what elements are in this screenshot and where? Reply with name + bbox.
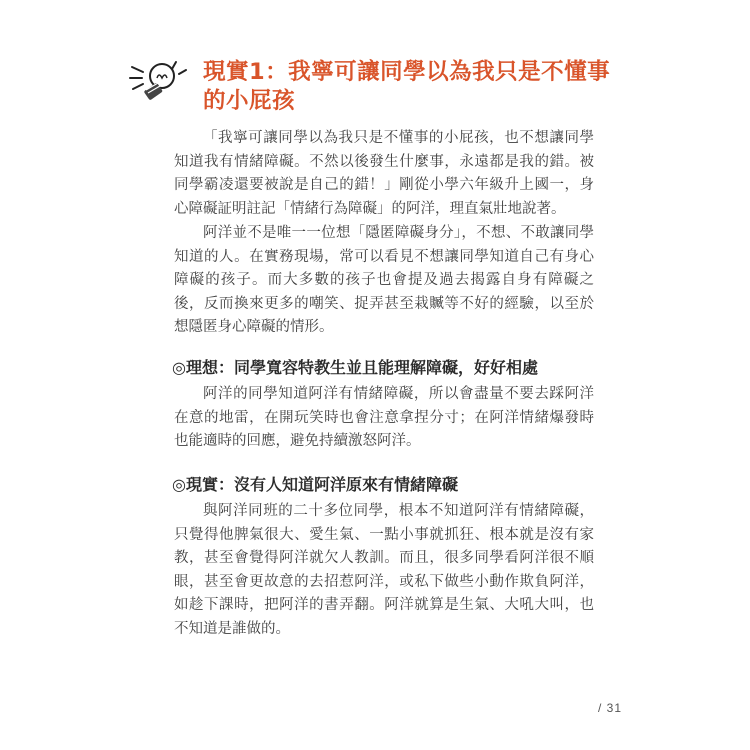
paragraph-reality: 與阿洋同班的二十多位同學，根本不知道阿洋有情緒障礙，只覺得他脾氣很大、愛生氣、一點小事就抓狂、根本就是沒有家教，甚至會覺得阿洋就欠人教訓。而且，很多同學看阿洋很不順眼，甚至會更故意的去招惹阿洋，或私下做些小動作欺負阿洋，如趁下課時，把阿洋的書弄翻。阿洋就算是生氣、大吼大叫，也不知道是誰做的。 (174, 503, 594, 637)
paragraph-ideal: 阿洋的同學知道阿洋有情緒障礙，所以會盡量不要去踩阿洋在意的地雷，在開玩笑時也會注意拿捏分寸；在阿洋情緒爆發時也能適時的回應，避免持續激怒阿洋。 (174, 386, 594, 450)
section-heading-ideal: ◎理想：同學寬容特教生並且能理解障礙，好好相處 (172, 358, 538, 377)
chapter-title-line-1: 現實1：我寧可讓同學以為我只是不懂事 (203, 59, 611, 85)
page-number: / 31 (598, 701, 623, 715)
section-heading-reality: ◎現實：沒有人知道阿洋原來有情緒障礙 (172, 475, 458, 494)
paragraph-intro-quote: 「我寧可讓同學以為我只是不懂事的小屁孩，也不想讓同學知道我有情緒障礙。不然以後發生什麼事，永遠都是我的錯。被同學霸凌還要被說是自己的錯！」剛從小學六年級升上國一，身心障礙証明註記「情緒行為障礙」的阿洋，理直氣壯地說著。 (174, 130, 594, 217)
chapter-title (203, 58, 623, 116)
chapter-title-line-2: 的小屁孩 (203, 88, 296, 114)
paragraph-hidden-identity: 阿洋並不是唯一一位想「隱匿障礙身分」，不想、不敢讓同學知道的人。在實務現場，常可以看見不想讓同學知道自己有身心障礙的孩子。而大多數的孩子也會提及過去揭露自身有障礙之後，反而換來更多的嘲笑、捉弄甚至栽贓等不好的經驗，以至於想隱匿身心障礙的情形。 (174, 225, 594, 336)
lightbulb-icon (128, 56, 192, 102)
